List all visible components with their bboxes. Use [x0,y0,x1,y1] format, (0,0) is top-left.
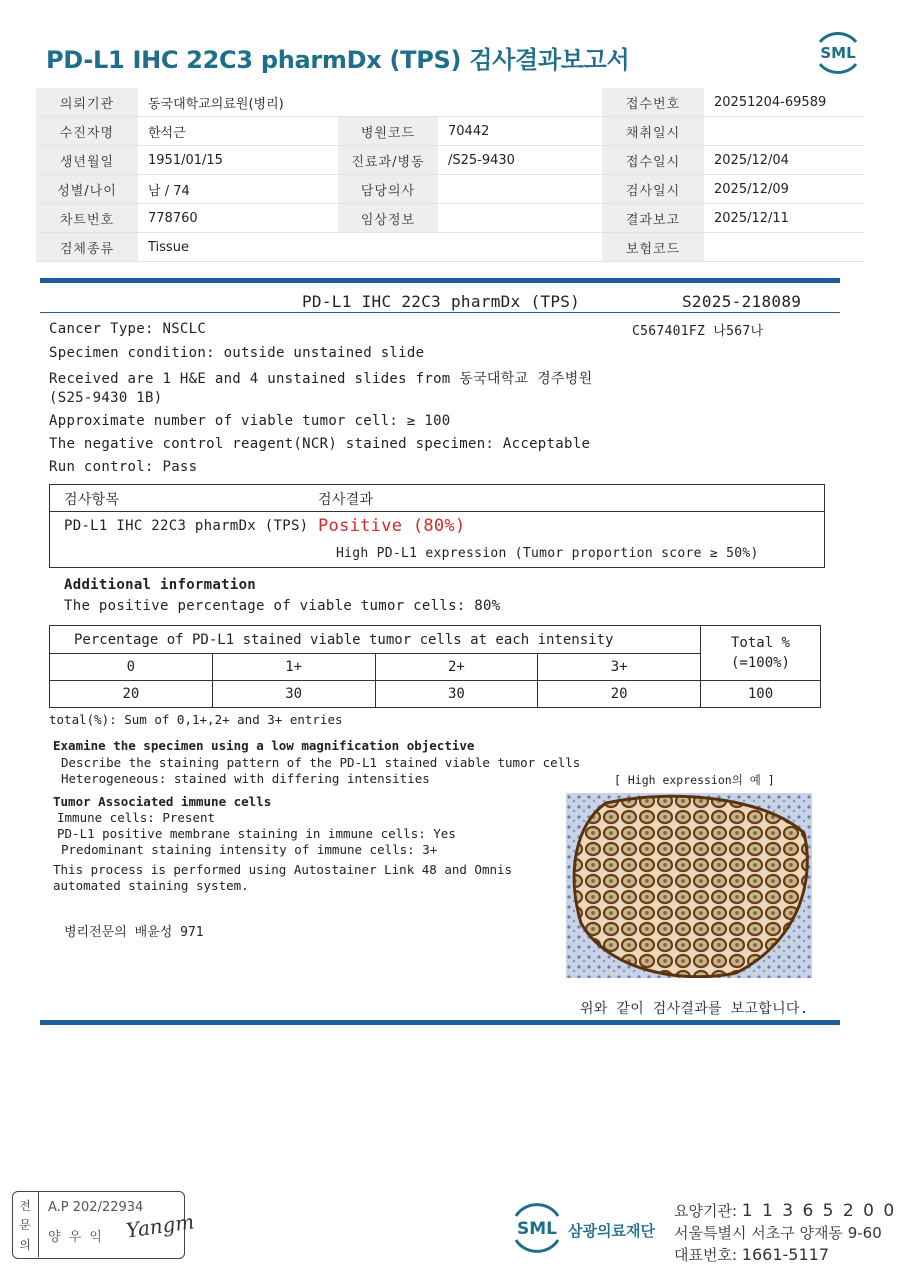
svg-text:SML: SML [517,1219,557,1239]
value-1plus: 30 [212,681,375,708]
stamp-id: A.P 202/22934 [48,1200,144,1215]
value-requesting-institution: 동국대학교의료원(병리) [138,88,602,117]
intensity-1plus: 1+ [212,654,375,681]
microscopy-image [566,793,812,978]
info-row [36,233,864,262]
label-receipt-number: 접수번호 [602,88,704,117]
received-slides: Received are 1 H&E and 4 unstained slides from 동국대학교 경주병원 [49,371,593,387]
info-row [36,204,864,233]
process-line-2: automated staining system. [53,878,249,893]
label-requesting-institution: 의뢰기관 [36,88,138,117]
value-2plus: 30 [375,681,538,708]
intensity-2plus: 2+ [375,654,538,681]
label-specimen-type: 검체종류 [36,233,138,262]
top-divider [40,278,840,283]
total-header-note: (=100%) [730,655,790,671]
value-collection-date [704,117,864,146]
value-total: 100 [701,681,821,708]
info-row [36,88,864,117]
result-header-item: 검사항목 [64,492,120,508]
value-test-date: 2025/12/09 [704,175,864,204]
value-receipt-date: 2025/12/04 [704,146,864,175]
value-chart-number: 778760 [138,204,338,233]
institution-code-label: 요양기관: [674,1202,738,1220]
image-caption: [ High expression의 예 ] [614,773,775,787]
immune-heading: Tumor Associated immune cells [53,794,272,809]
examine-line-1: Describe the staining pattern of the PD-L1 stained viable tumor cells [61,755,581,770]
org-logo-icon [510,1200,564,1256]
stamp-char-1: 전 [19,1199,31,1213]
slide-reference: (S25-9430 1B) [49,390,163,406]
examine-line-2: Heterogeneous: stained with differing intensities [61,771,430,786]
value-report-date: 2025/12/11 [704,204,864,233]
report-title: PD-L1 IHC 22C3 pharmDx (TPS) 검사결과보고서 [46,46,630,74]
closing-statement: 위와 같이 검사결과를 보고합니다. [580,1001,809,1017]
additional-text: The positive percentage of viable tumor cells: 80% [64,598,501,614]
value-receipt-number: 20251204-69589 [704,88,864,117]
phone-line [674,1244,829,1265]
report-test-name: PD-L1 IHC 22C3 pharmDx (TPS) [302,292,581,311]
label-patient-name: 수진자명 [36,117,138,146]
negative-control: The negative control reagent(NCR) stained specimen: Acceptable [49,436,591,452]
result-header-result: 검사결과 [318,492,374,508]
intensity-table [49,625,821,708]
label-department: 진료과/병동 [338,146,438,175]
table-row [50,626,821,654]
value-0: 20 [50,681,213,708]
examine-heading: Examine the specimen using a low magnification objective [53,738,475,753]
label-hospital-code: 병원코드 [338,117,438,146]
value-specimen-type: Tissue [138,233,602,262]
info-row [36,175,864,204]
phone-label: 대표번호: [674,1246,738,1264]
result-test-item: PD-L1 IHC 22C3 pharmDx (TPS) [64,518,309,534]
total-header-label: Total % [730,635,790,651]
phone-value: 1661-5117 [741,1245,830,1264]
sml-logo [812,28,864,76]
institution-code-line [674,1200,896,1221]
run-control: Run control: Pass [49,459,198,475]
label-collection-date: 채취일시 [602,117,704,146]
value-3plus: 20 [538,681,701,708]
label-report-date: 결과보고 [602,204,704,233]
value-department: /S25-9430 [438,146,602,175]
label-chart-number: 차트번호 [36,204,138,233]
value-insurance-code [704,233,864,262]
viable-tumor-count: Approximate number of viable tumor cell: ≥ 100 [49,413,451,429]
total-header [701,626,821,681]
result-expression: High PD-L1 expression (Tumor proportion score ≥ 50%) [336,546,759,561]
intensity-0: 0 [50,654,213,681]
stamp-char-2: 문 [19,1218,31,1232]
label-test-date: 검사일시 [602,175,704,204]
value-hospital-code: 70442 [438,117,602,146]
report-code: C567401FZ 나567나 [632,324,764,339]
bottom-divider [40,1020,840,1025]
label-sex-age: 성별/나이 [36,175,138,204]
label-receipt-date: 접수일시 [602,146,704,175]
immune-line-3: Predominant staining intensity of immune cells: 3+ [61,842,438,857]
report-number: S2025-218089 [682,292,802,311]
stamp-name: 양 우 익 [48,1230,104,1245]
pathologist: 병리전문의 배윤성 971 [64,925,204,940]
specimen-condition: Specimen condition: outside unstained slide [49,345,425,361]
cancer-type: Cancer Type: NSCLC [49,321,207,337]
immune-line-2: PD-L1 positive membrane staining in immune cells: Yes [57,826,456,841]
header-underline [40,312,840,313]
value-patient-name: 한석근 [138,117,338,146]
institution-code-value: 1 1 3 6 5 2 0 0 [741,1201,897,1221]
value-clinical-info [438,204,602,233]
table-row [50,681,821,708]
value-sex-age: 남 / 74 [138,175,338,204]
svg-text:SML: SML [820,44,856,62]
patient-info-table [36,88,864,262]
process-line-1: This process is performed using Autostainer Link 48 and Omnis [53,862,513,877]
label-physician: 담당의사 [338,175,438,204]
label-insurance-code: 보험코드 [602,233,704,262]
result-box-divider [49,511,825,512]
org-address: 서울특별시 서초구 양재동 9-60 [674,1224,882,1242]
immune-line-1: Immune cells: Present [57,810,216,825]
signature: Yangm [124,1209,196,1243]
additional-heading: Additional information [64,577,257,593]
value-birth-date: 1951/01/15 [138,146,338,175]
org-name: 삼광의료재단 [568,1222,655,1240]
intensity-3plus: 3+ [538,654,701,681]
result-positive: Positive (80%) [318,516,466,536]
intensity-table-header: Percentage of PD-L1 stained viable tumor cells at each intensity [50,626,701,654]
total-note: total(%): Sum of 0,1+,2+ and 3+ entries [49,712,343,727]
value-physician [438,175,602,204]
info-row [36,117,864,146]
label-birth-date: 생년월일 [36,146,138,175]
label-clinical-info: 임상정보 [338,204,438,233]
stamp-char-3: 의 [19,1238,31,1252]
info-row [36,146,864,175]
